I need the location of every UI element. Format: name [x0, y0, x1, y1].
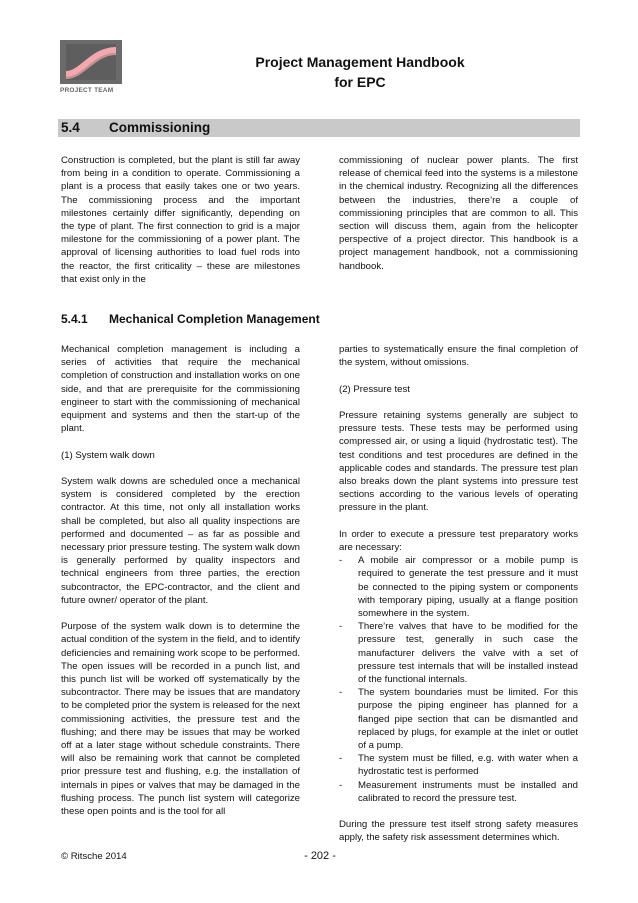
paragraph-mc-intro: Mechanical completion management is including a series of activities that require the mechanical completion of construction and installation works on one side, and that are prerequisite for the commissioning engineer to start with the commissioning of mechanical equipment and systems and then the start-up of the plant. [61, 344, 300, 435]
list-item-text: The system boundaries must be limited. For this purpose the piping engineer has planned for a flanged pipe section that can be dismantled and replaced by plugs, for example at the inlet or outlet of a pump. [358, 687, 578, 752]
bullet-dash: - [339, 555, 343, 567]
paragraph-final-completion: parties to systematically ensure the final completion of the system, without omissions. [339, 344, 578, 369]
paragraph-pressure-test: Pressure retaining systems generally are subject to pressure tests. These tests may be performed using compressed air, or using a liquid (hydrostatic test). The test conditions and test procedures are defined in the applicable codes and standards. The pressure test plan also breaks down the plant systems into pressure test sections according to the various levels of operating pressure in the plant. [339, 409, 578, 514]
title-line-2: for EPC [334, 74, 386, 90]
list-item [339, 554, 578, 620]
bullet-dash: - [339, 753, 343, 765]
project-team-logo [60, 40, 124, 94]
paragraph-preparatory-works: In order to execute a pressure test preparatory works are necessary: [339, 528, 578, 553]
list-item [339, 752, 578, 778]
bullet-dash: - [339, 621, 343, 633]
logo-label: PROJECT TEAM [60, 87, 114, 94]
bullet-dash: - [339, 687, 343, 699]
bullet-dash: - [339, 779, 343, 791]
list-item [339, 686, 578, 752]
subsection-number: 5.4.1 [61, 312, 88, 326]
body-right-column [339, 343, 578, 858]
heading-pressure-test: (2) Pressure test [339, 383, 410, 395]
intro-left-paragraph: Construction is completed, but the plant is still far away from being in a condition to operate. Commissioning a plant is a process that easily takes one or two years. The commissioning process and the important milestones certainly differ significantly, depending on the type of plant. The first connection to grid is a major milestone for the commissioning of a power plant. The approval of licensing authorities to load fuel rods into the reactor, the first criticality – these are milestones that exist only in the [61, 155, 300, 285]
intro-right-column [339, 154, 578, 286]
logo-swoosh-icon [60, 40, 122, 84]
intro-right-paragraph: commissioning of nuclear power plants. The first release of chemical feed into the systems is a milestone in the chemical industry. Recognizing all the differences between the industries, there’re a couple of commissioning principles that are common to all. This section will discuss them, again from the helicopter perspective of a project director. This handbook is a project management handbook, not a commissioning handbook. [339, 155, 578, 272]
subsection-title: Mechanical Completion Management [109, 312, 320, 326]
footer-copyright: © Ritsche 2014 [61, 851, 127, 862]
list-item-text: A mobile air compressor or a mobile pump is required to generate the test pressure and it must be connected to the piping system or components with temporary piping, usually at a flange position somewhere in the system. [358, 555, 578, 620]
section-title: Commissioning [109, 120, 211, 135]
page-number: - 202 - [304, 850, 336, 862]
heading-system-walk-down: (1) System walk down [61, 449, 155, 461]
body-left-column [61, 343, 300, 831]
paragraph-walk-down-schedule: System walk downs are scheduled once a mechanical system is considered completed by the erection contractor. At this time, not only all installation works shall be completed, but also all quality inspections are performed and documented – as far as possible and necessary prior pressure testing. The system walk down is generally performed by quality inspectors and technical engineers from three parties, the erection subcontractor, the EPC-contractor, and the client and future owner/ operator of the plant. [61, 476, 300, 606]
paragraph-walk-down-purpose: Purpose of the system walk down is to determine the actual condition of the system in the field, and to identify deficiencies and remaining work scope to be performed. The open issues will be recorded in a punch list, and this punch list will be worked off systematically by the subcontractor. There may be issues that are mandatory to be completed prior the system is released for the next commissioning activities, the pressure test and the flushing; and there may be issues that may be worked off at a later stage without schedule constraints. There will also be remaining work that cannot be completed prior pressure test and flushing, e.g. the installation of internals in pipes or valves that may be damaged in the flushing process. The punch list system will categorize these open points and is the tool for all [61, 621, 300, 818]
page-title [200, 52, 520, 92]
list-item-text: Measurement instruments must be installed and calibrated to record the pressure test. [358, 779, 578, 804]
preparatory-works-list [339, 554, 578, 805]
list-item [339, 620, 578, 686]
list-item-text: There’re valves that have to be modified for the pressure test, generally in such case the manufacturer delivers the valve with a set of pressure test internals that will be installed instead of the functional internals. [358, 621, 578, 686]
section-number: 5.4 [61, 120, 80, 135]
title-line-1: Project Management Handbook [255, 54, 465, 70]
logo-mark [60, 40, 122, 84]
list-item [339, 779, 578, 805]
intro-left-column [61, 154, 300, 299]
paragraph-safety-measures: During the pressure test itself strong safety measures apply, the safety risk assessment determines which. [339, 819, 578, 844]
list-item-text: The system must be filled, e.g. with water when a hydrostatic test is performed [358, 753, 578, 778]
